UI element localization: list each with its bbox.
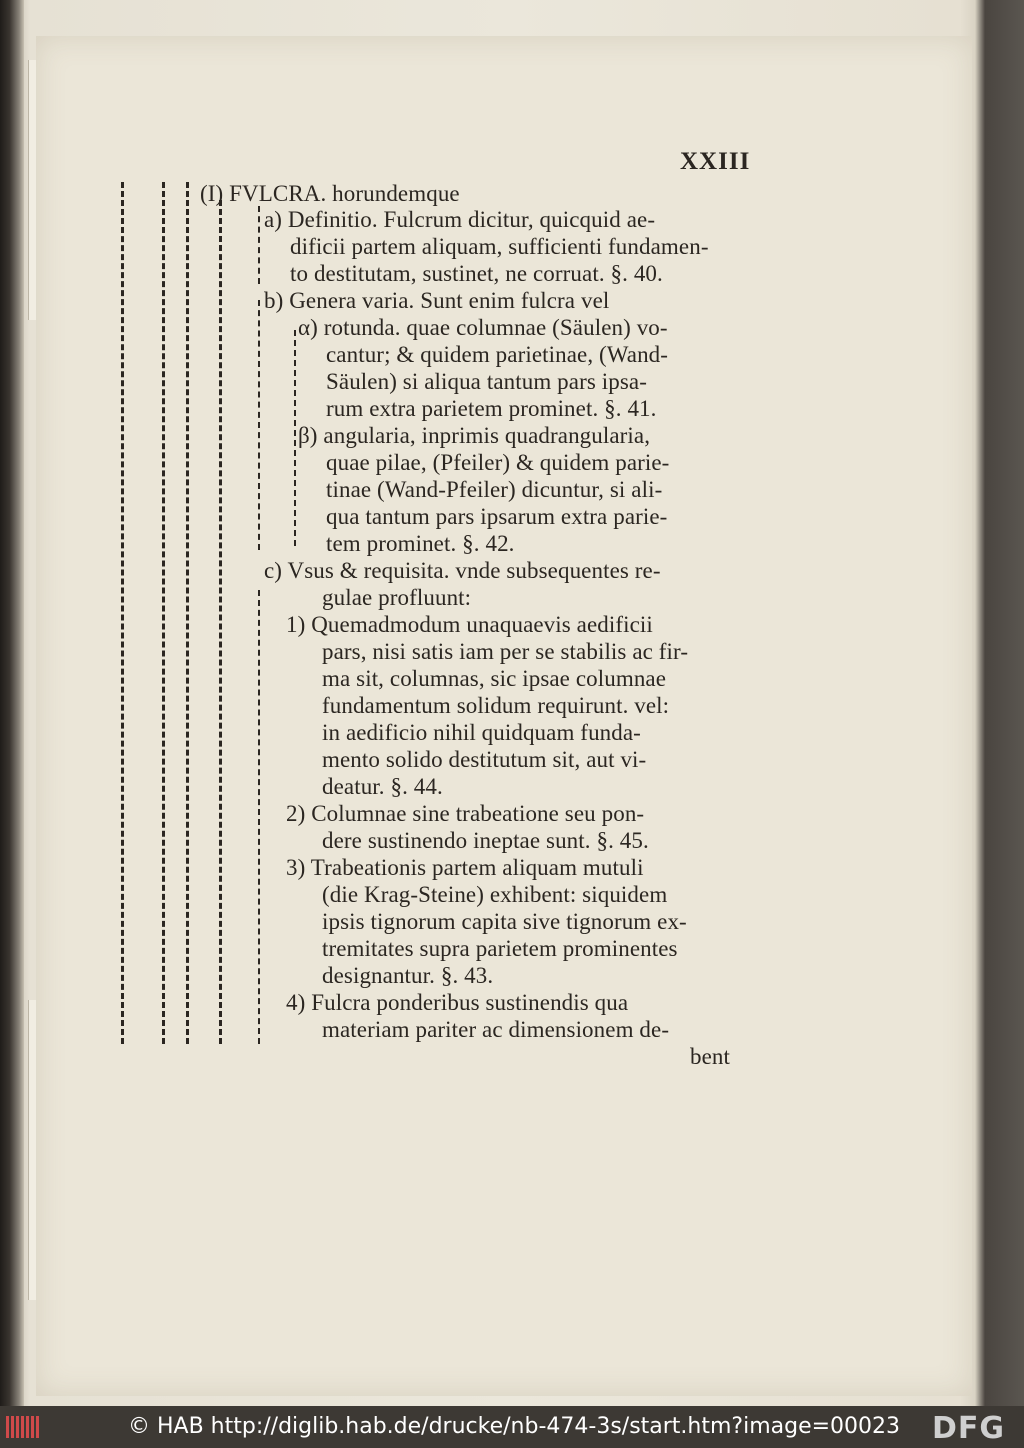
- text-line: in aedificio nihil quidquam funda-: [322, 720, 641, 745]
- text-line: ipsis tignorum capita sive tignorum ex-: [322, 909, 687, 934]
- text-line: a) Definitio. Fulcrum dicitur, quicquid ae-: [264, 207, 656, 232]
- book-spine: [0, 0, 24, 1406]
- text-line: tremitates supra parietem prominentes: [322, 936, 678, 961]
- text-line: fundamentum solidum requirunt. vel:: [322, 693, 670, 718]
- viewer-footer: [0, 1406, 1024, 1448]
- text-line: 2) Columnae sine trabeatione seu pon-: [286, 801, 645, 826]
- text-line: pars, nisi satis iam per se stabilis ac fir-: [322, 639, 689, 664]
- text-line: (I) FVLCRA. horundemque: [200, 181, 460, 206]
- bracket-rule: [258, 590, 260, 1044]
- text-line: b) Genera varia. Sunt enim fulcra vel: [264, 288, 610, 313]
- hab-logo-icon: [6, 1416, 44, 1438]
- text-line: dificii partem aliquam, sufficienti fundamen-: [290, 234, 709, 259]
- text-line: gulae profluunt:: [322, 585, 472, 610]
- dfg-logo: DFG: [932, 1411, 1006, 1446]
- text-line: designantur. §. 43.: [322, 963, 494, 988]
- text-line: rum extra parietem prominet. §. 41.: [326, 396, 657, 421]
- text-line: mento solido destitutum sit, aut vi-: [322, 747, 647, 772]
- bracket-rule: [162, 182, 165, 1044]
- text-line: deatur. §. 44.: [322, 774, 443, 799]
- page-number: XXIII: [680, 148, 751, 175]
- bracket-rule: [186, 182, 189, 1044]
- text-line: β) angularia, inprimis quadrangularia,: [298, 423, 651, 448]
- text-line: c) Vsus & requisita. vnde subsequentes re-: [264, 558, 661, 583]
- text-line: Säulen) si aliqua tantum pars ipsa-: [326, 369, 647, 394]
- text-line: qua tantum pars ipsarum extra parie-: [326, 504, 668, 529]
- text-line: bent: [690, 1044, 730, 1069]
- text-line: 3) Trabeationis partem aliquam mutuli: [286, 855, 644, 880]
- copyright-credit: © HAB http://diglib.hab.de/drucke/nb-474-3s/start.htm?image=00023: [128, 1414, 901, 1439]
- text-line: α) rotunda. quae columnae (Säulen) vo-: [298, 315, 668, 340]
- text-line: (die Krag-Steine) exhibent: siquidem: [322, 882, 668, 907]
- text-line: materiam pariter ac dimensionem de-: [322, 1017, 670, 1042]
- text-line: ma sit, columnas, sic ipsae columnae: [322, 666, 667, 691]
- text-line: quae pilae, (Pfeiler) & quidem parie-: [326, 450, 670, 475]
- text-line: cantur; & quidem parietinae, (Wand-: [326, 342, 669, 367]
- bracket-rule: [219, 200, 222, 1044]
- bracket-rule: [121, 182, 124, 1044]
- text-line: tem prominet. §. 42.: [326, 531, 515, 556]
- bracket-rule: [258, 300, 260, 550]
- text-line: dere sustinendo ineptae sunt. §. 45.: [322, 828, 649, 853]
- text-line: to destitutam, sustinet, ne corruat. §. 40.: [290, 261, 663, 286]
- text-line: 1) Quemadmodum unaquaevis aedificii: [286, 612, 653, 637]
- text-line: 4) Fulcra ponderibus sustinendis qua: [286, 990, 629, 1015]
- bracket-rule: [294, 330, 296, 546]
- text-line: tinae (Wand-Pfeiler) dicuntur, si ali-: [326, 477, 663, 502]
- bracket-rule: [258, 206, 260, 284]
